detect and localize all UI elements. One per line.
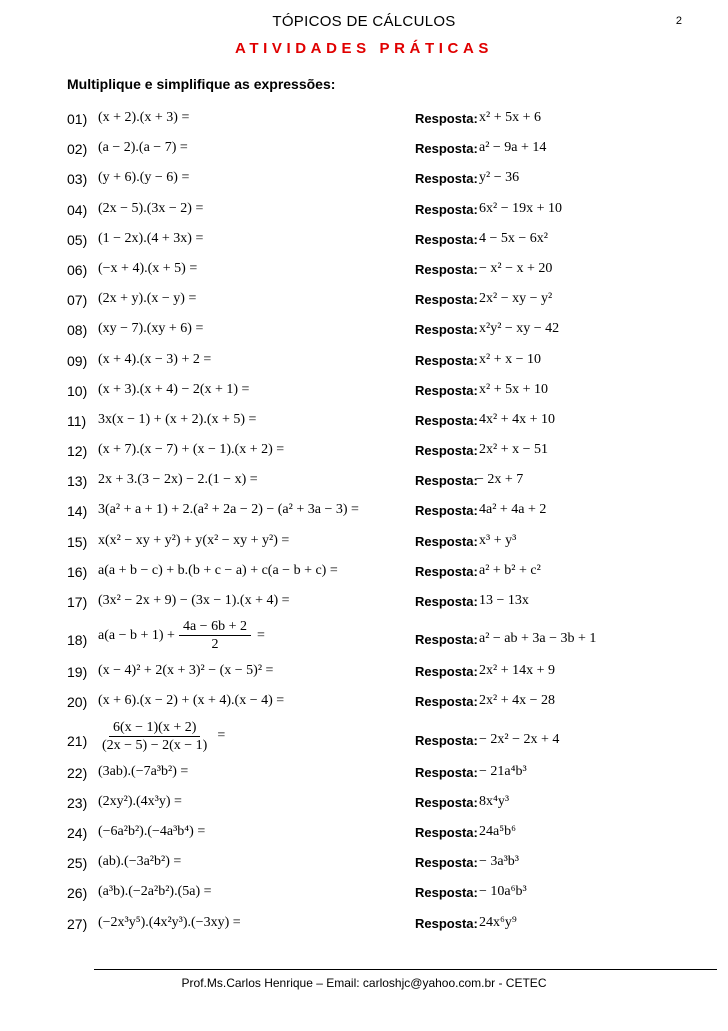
exercise-row xyxy=(0,586,728,616)
exercise-expression: (3ab).(−7a³b²) = xyxy=(98,763,189,779)
exercise-number: 01) xyxy=(67,111,88,127)
answer-label: Resposta: xyxy=(415,261,478,277)
header-subtitle: ATIVIDADES PRÁTICAS xyxy=(235,40,493,57)
exercise-number: 10) xyxy=(67,382,88,399)
expression-prefix: a(a − b + 1) + xyxy=(98,627,175,643)
exercise-number: 14) xyxy=(67,503,88,520)
exercise-number: 05) xyxy=(67,231,88,248)
exercise-row xyxy=(0,717,728,757)
exercise-row xyxy=(0,284,728,314)
exercise-expression: (a³b).(−2a²b²).(5a) = xyxy=(98,884,212,900)
answer-value: 2x² + x − 51 xyxy=(479,442,548,458)
header-title: TÓPICOS DE CÁLCULOS xyxy=(272,13,456,30)
answer-label: Resposta: xyxy=(415,594,478,609)
answer-value: − 2x² − 2x + 4 xyxy=(479,731,560,747)
exercise-row xyxy=(0,757,728,787)
exercise-number: 12) xyxy=(67,443,88,460)
exercise-row xyxy=(0,787,728,817)
answer-value: 24x⁶y⁹ xyxy=(479,914,517,930)
answer-label: Resposta: xyxy=(415,382,478,398)
answer-label: Resposta: xyxy=(415,764,478,780)
exercise-expression: (2xy²).(4x³y) = xyxy=(98,793,182,809)
exercise-number: 16) xyxy=(67,563,88,580)
exercise-row xyxy=(0,526,728,556)
exercise-expression: (y + 6).(y − 6) = xyxy=(98,170,190,186)
answer-label: Resposta: xyxy=(415,533,478,549)
exercise-number: 25) xyxy=(67,855,88,872)
answer-value: − 21a⁴b³ xyxy=(479,763,527,779)
exercise-expression: 3x(x − 1) + (x + 2).(x + 5) = xyxy=(98,411,257,427)
exercise-expression: 2x + 3.(3 − 2x) − 2.(1 − x) = xyxy=(98,472,258,488)
exercise-expression: (ab).(−3a²b²) = xyxy=(98,854,182,870)
exercise-row xyxy=(0,435,728,465)
instruction-text: Multiplique e simplifique as expressões: xyxy=(67,76,336,92)
exercise-expression: (x − 4)² + 2(x + 3)² − (x − 5)² = xyxy=(98,663,274,679)
answer-value: 2x² − xy − y² xyxy=(479,291,553,307)
exercise-expression: (−6a²b²).(−4a³b⁴) = xyxy=(98,823,206,839)
answer-value: 24a⁵b⁶ xyxy=(479,823,516,839)
expression-suffix: = xyxy=(217,728,226,744)
answer-value: 6x² − 19x + 10 xyxy=(479,200,562,216)
exercise-number: 13) xyxy=(67,473,88,490)
answer-label: Resposta: xyxy=(415,292,478,308)
answer-label: Resposta: xyxy=(415,563,478,579)
answer-value: − 2x + 7 xyxy=(476,472,524,488)
exercise-expression xyxy=(98,618,265,653)
answer-label: Resposta: xyxy=(415,412,478,428)
exercise-number: 26) xyxy=(67,885,88,902)
answer-label: Resposta: xyxy=(415,443,478,459)
exercise-row xyxy=(0,495,728,525)
answer-value: − 10a⁶b³ xyxy=(479,884,527,900)
answer-label: Resposta: xyxy=(415,352,478,368)
exercise-row xyxy=(0,194,728,224)
answer-label: Resposta: xyxy=(415,503,478,519)
exercise-row xyxy=(0,817,728,847)
exercise-number: 23) xyxy=(67,794,88,811)
answer-value: 13 − 13x xyxy=(479,593,529,608)
exercise-expression: (2x + y).(x − y) = xyxy=(98,291,197,307)
exercise-list xyxy=(0,103,728,938)
footer-divider xyxy=(94,969,717,970)
fraction xyxy=(179,618,251,653)
exercise-number: 11) xyxy=(67,412,87,429)
exercise-number: 19) xyxy=(67,664,88,681)
answer-value: x²y² − xy − 42 xyxy=(479,321,560,337)
exercise-number: 21) xyxy=(67,732,88,749)
answer-value: a² − ab + 3a − 3b + 1 xyxy=(479,631,597,647)
exercise-expression: (1 − 2x).(4 + 3x) = xyxy=(98,230,204,246)
exercise-row xyxy=(0,254,728,284)
answer-label: Resposta: xyxy=(415,885,478,901)
exercise-number: 20) xyxy=(67,694,88,711)
exercise-row xyxy=(0,465,728,495)
exercise-number: 02) xyxy=(67,141,88,158)
exercise-expression: (3x² − 2x + 9) − (3x − 1).(x + 4) = xyxy=(98,593,290,608)
answer-label: Resposta: xyxy=(415,141,478,157)
exercise-row xyxy=(0,616,728,656)
answer-value: x² + x − 10 xyxy=(479,351,541,367)
exercise-number: 04) xyxy=(67,201,88,218)
exercise-expression xyxy=(98,719,225,754)
answer-label: Resposta: xyxy=(415,915,478,931)
answer-label: Resposta: xyxy=(415,231,478,247)
answer-value: − 3a³b³ xyxy=(479,854,520,870)
exercise-expression: 3(a² + a + 1) + 2.(a² + 2a − 2) − (a² + 3a − 3) = xyxy=(98,502,359,518)
answer-label: Resposta: xyxy=(415,322,478,338)
exercise-row xyxy=(0,847,728,877)
exercise-expression: (x + 3).(x + 4) − 2(x + 1) = xyxy=(98,381,250,397)
exercise-expression: (x + 6).(x − 2) + (x + 4).(x − 4) = xyxy=(98,693,285,709)
exercise-number: 09) xyxy=(67,352,88,369)
exercise-number: 03) xyxy=(67,171,88,188)
exercise-number: 17) xyxy=(67,594,88,610)
exercise-row xyxy=(0,163,728,193)
answer-label: Resposta: xyxy=(415,111,478,126)
fraction-numerator: 4a − 6b + 2 xyxy=(179,618,251,636)
exercise-row xyxy=(0,224,728,254)
exercise-row xyxy=(0,656,728,686)
fraction xyxy=(98,719,211,754)
exercise-expression: (−2x³y⁵).(4x²y³).(−3xy) = xyxy=(98,914,241,930)
exercise-expression: (−x + 4).(x + 5) = xyxy=(98,260,198,276)
exercise-number: 07) xyxy=(67,292,88,309)
answer-value: 4a² + 4a + 2 xyxy=(479,502,547,518)
exercise-row xyxy=(0,133,728,163)
exercise-row xyxy=(0,877,728,907)
answer-label: Resposta: xyxy=(415,473,478,489)
exercise-expression: (x + 7).(x − 7) + (x − 1).(x + 2) = xyxy=(98,442,285,458)
answer-label: Resposta: xyxy=(415,732,478,748)
exercise-number: 15) xyxy=(67,533,88,550)
answer-label: Resposta: xyxy=(415,855,478,871)
answer-label: Resposta: xyxy=(415,824,478,840)
fraction-denominator: (2x − 5) − 2(x − 1) xyxy=(102,737,208,753)
exercise-number: 08) xyxy=(67,322,88,339)
answer-value: − x² − x + 20 xyxy=(479,260,553,276)
answer-label: Resposta: xyxy=(415,171,478,187)
exercise-expression: (a − 2).(a − 7) = xyxy=(98,140,188,156)
footer-text: Prof.Ms.Carlos Henrique – Email: carloshjc@yahoo.com.br - CETEC xyxy=(181,976,547,990)
exercise-row xyxy=(0,686,728,716)
answer-label: Resposta: xyxy=(415,664,478,680)
exercise-row xyxy=(0,908,728,938)
answer-label: Resposta: xyxy=(415,694,478,710)
answer-value: 2x² + 4x − 28 xyxy=(479,693,555,709)
answer-value: x² + 5x + 10 xyxy=(479,381,548,397)
answer-value: 4x² + 4x + 10 xyxy=(479,411,555,427)
exercise-expression: (xy − 7).(xy + 6) = xyxy=(98,321,204,337)
exercise-number: 18) xyxy=(67,632,88,649)
exercise-number: 24) xyxy=(67,824,88,841)
exercise-number: 06) xyxy=(67,261,88,278)
exercise-row xyxy=(0,345,728,375)
exercise-expression: (x + 2).(x + 3) = xyxy=(98,110,190,125)
answer-label: Resposta: xyxy=(415,201,478,217)
answer-value: x² + 5x + 6 xyxy=(479,110,541,125)
answer-value: x³ + y³ xyxy=(479,532,517,548)
exercise-expression: a(a + b − c) + b.(b + c − a) + c(a − b + c) = xyxy=(98,562,338,578)
exercise-expression: (x + 4).(x − 3) + 2 = xyxy=(98,351,212,367)
exercise-expression: x(x² − xy + y²) + y(x² − xy + y²) = xyxy=(98,532,290,548)
answer-value: 4 − 5x − 6x² xyxy=(479,230,548,246)
exercise-expression: (2x − 5).(3x − 2) = xyxy=(98,200,204,216)
exercise-number: 27) xyxy=(67,915,88,932)
exercise-number: 22) xyxy=(67,764,88,781)
fraction-numerator: 6(x − 1)(x + 2) xyxy=(109,719,200,737)
expression-suffix: = xyxy=(256,627,265,643)
answer-value: a² + b² + c² xyxy=(479,562,541,578)
exercise-row xyxy=(0,375,728,405)
answer-value: y² − 36 xyxy=(479,170,520,186)
fraction-denominator: 2 xyxy=(211,637,219,653)
page-number: 2 xyxy=(675,15,682,27)
answer-value: 2x² + 14x + 9 xyxy=(479,663,555,679)
answer-label: Resposta: xyxy=(415,794,478,810)
answer-value: 8x⁴y³ xyxy=(479,793,510,809)
exercise-row xyxy=(0,405,728,435)
exercise-row xyxy=(0,314,728,344)
exercise-row xyxy=(0,556,728,586)
answer-label: Resposta: xyxy=(415,632,478,648)
answer-value: a² − 9a + 14 xyxy=(479,140,547,156)
exercise-row xyxy=(0,103,728,133)
